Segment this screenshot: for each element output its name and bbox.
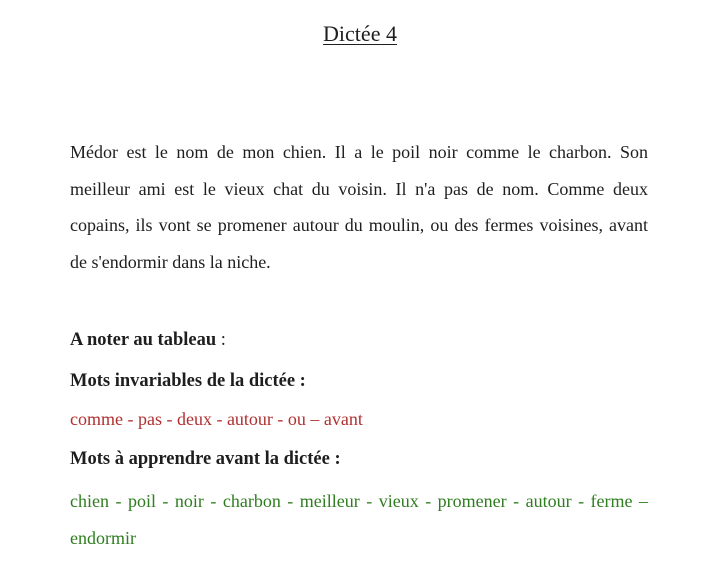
tableau-heading — [70, 327, 226, 353]
tableau-colon: : — [216, 330, 226, 350]
apprendre-heading — [70, 446, 341, 472]
invariable-words-list: comme - pas - deux - autour - ou – avant — [70, 409, 363, 429]
apprendre-label: Mots à apprendre avant la dictée : — [70, 449, 341, 469]
words-to-learn-list: chien - poil - noir - charbon - meilleur - vieux - promener - autour - ferme – endormir — [70, 491, 648, 548]
page-title — [0, 20, 720, 48]
title-text: Dictée 4 — [323, 21, 397, 46]
dictation-paragraph: Médor est le nom de mon chien. Il a le poil noir comme le charbon. Son meilleur ami est le vieux chat du voisin. Il n'a pas de nom. Comme deux copains, ils vont se promener autour du moulin, ou des fermes voisines, avant de s'endormir dans la niche. — [70, 142, 648, 272]
invariables-heading — [70, 368, 306, 394]
tableau-label: A noter au tableau — [70, 330, 217, 350]
invariables-label: Mots invariables de la dictée : — [70, 371, 306, 391]
